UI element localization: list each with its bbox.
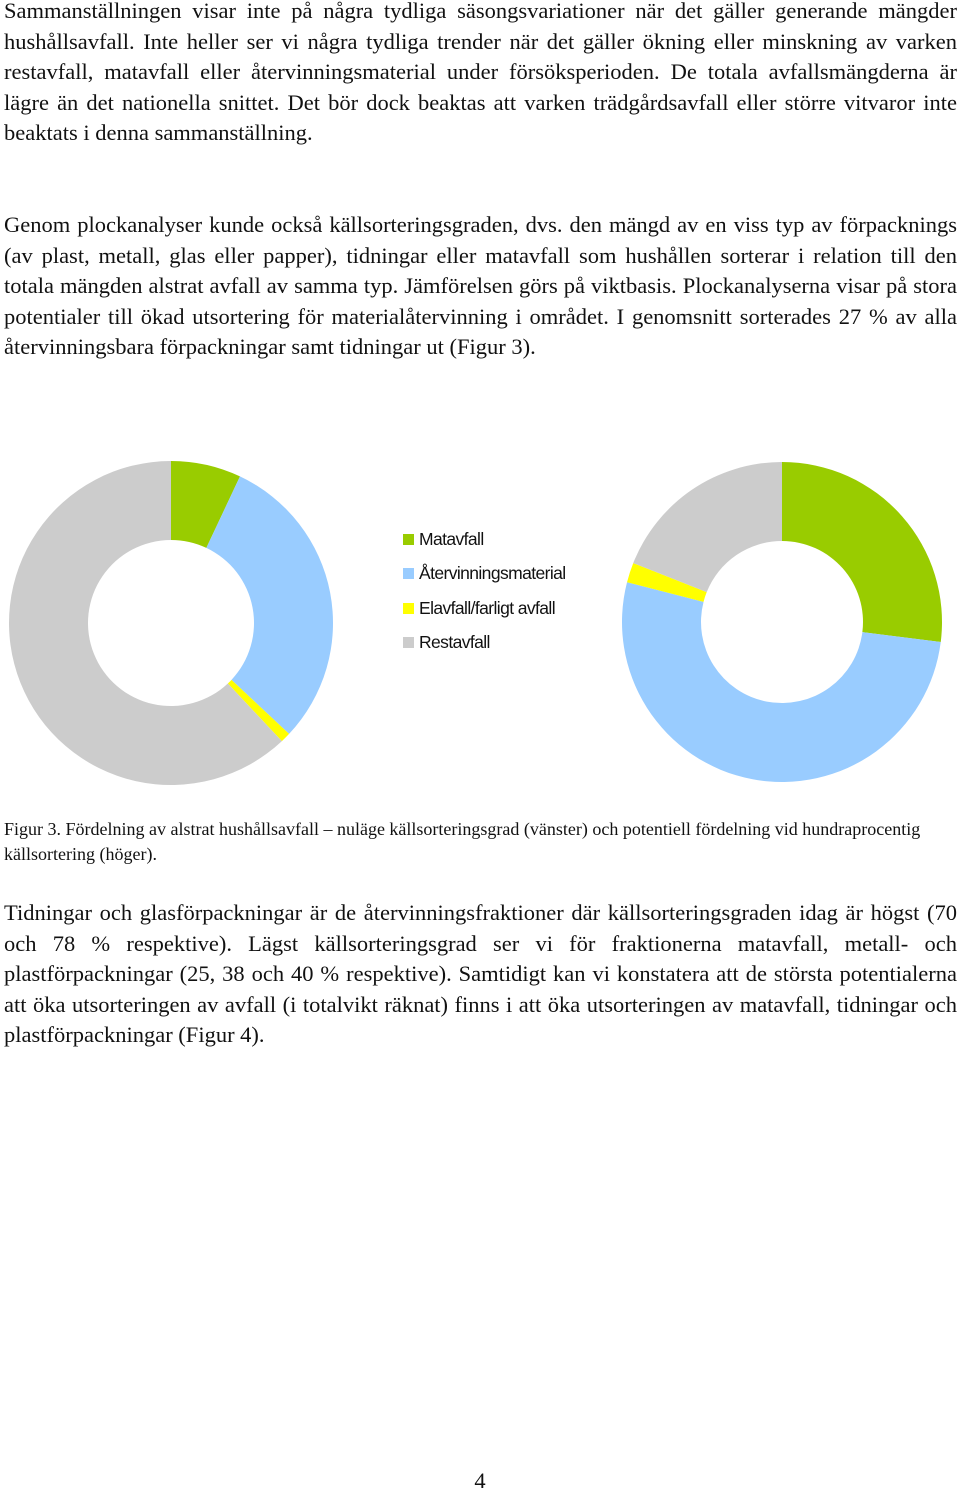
page-number: 4 — [474, 1468, 486, 1493]
legend-label-atervinningsmaterial: Återvinningsmaterial — [419, 563, 566, 584]
legend-label-matavfall: Matavfall — [419, 528, 484, 549]
legend-item-atervinningsmaterial — [403, 557, 566, 592]
legend-label-elavfall: Elavfall/farligt avfall — [419, 597, 555, 618]
legend-swatch-elavfall — [403, 603, 414, 614]
body-paragraph-3: Tidningar och glasförpackningar är de återvinningsfraktioner där källsorteringsgraden idag är högst (70 och 78 % respektive). Lägst källsorteringsgrad ser vi för fraktionerna matavfall, metall- och plastförpackningar (25, 38 och 40 % respektive). Samtidigt kan vi konstatera att de största potentialerna att öka utsorteringen av avfall (i totalvikt räknat) finns i att öka utsorteringen av matavfall, tidningar och plastförpackningar (Figur 4). — [4, 900, 957, 1047]
body-paragraph-2: Genom plockanalyser kunde också källsorteringsgraden, dvs. den mängd av en viss typ av förpacknings (av plast, metall, glas eller papper), tidningar eller matavfall som hushållen sorterar i relation till den totala mängden alstrat avfall av samma typ. Jämförelsen görs på viktbasis. Plockanalyserna visar på stora potentialer till ökad utsortering för materialåtervinning i området. I genomsnitt sorterades 27 % av alla återvinningsbara förpackningar samt tidningar ut (Figur 3). — [4, 212, 957, 359]
chart-legend — [403, 522, 566, 660]
legend-swatch-atervinningsmaterial — [403, 568, 414, 579]
legend-swatch-restavfall — [403, 637, 414, 648]
legend-item-restavfall — [403, 626, 566, 661]
legend-item-matavfall — [403, 522, 566, 557]
legend-swatch-matavfall — [403, 534, 414, 545]
figure-caption: Figur 3. Fördelning av alstrat hushållsavfall – nuläge källsorteringsgrad (vänster) och potentiell fördelning vid hundraprocentig källsortering (höger). — [4, 819, 921, 864]
donut-chart-potential — [619, 459, 945, 785]
legend-label-restavfall: Restavfall — [419, 632, 490, 653]
donut-chart-current — [6, 458, 336, 788]
legend-item-elavfall — [403, 591, 566, 626]
donut-slice-matavfall — [782, 462, 942, 642]
body-paragraph-1: Sammanställningen visar inte på några tydliga säsongsvariationer när det gäller generande mängder hushållsavfall. Inte heller ser vi några tydliga trender när det gäller ökning eller minskning av varken restavfall, matavfall eller återvinningsmaterial under försöksperioden. De totala avfallsmängderna är lägre än det nationella snittet. Det bör dock beaktas att varken trädgårdsavfall eller större vitvaror inte beaktats i denna sammanställning. — [4, 0, 957, 145]
